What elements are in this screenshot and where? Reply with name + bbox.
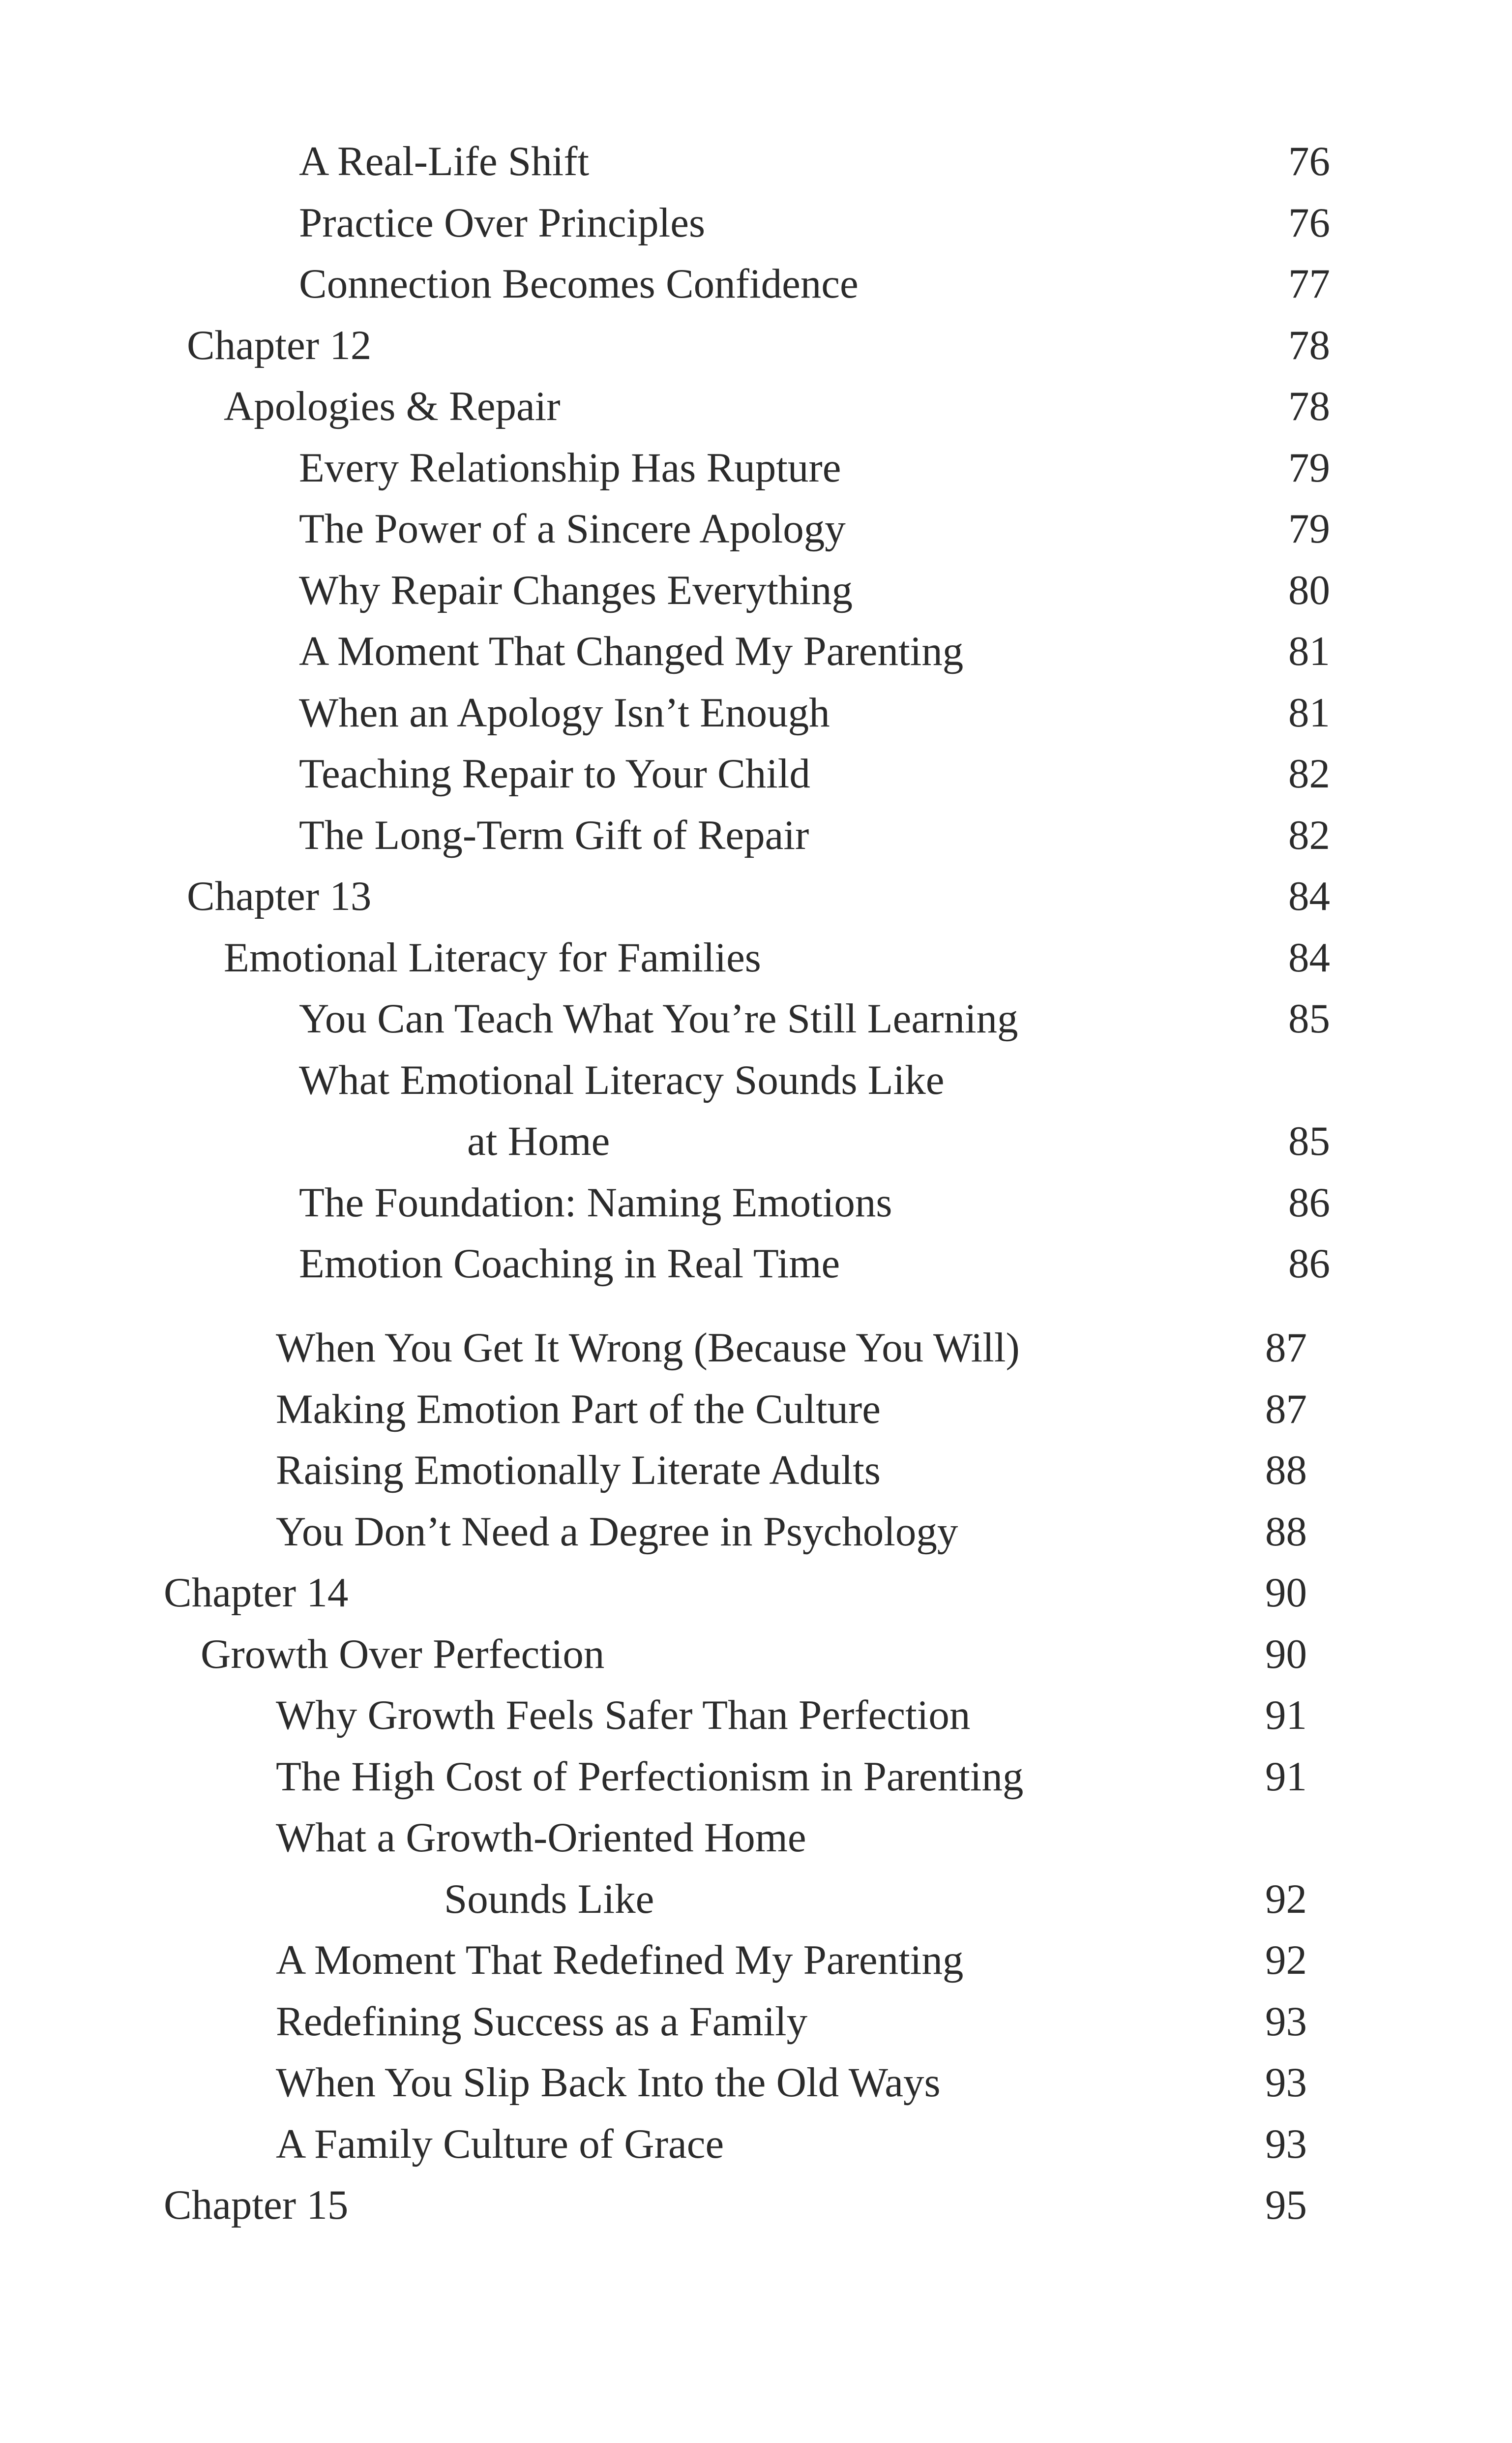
toc-entry-title: Growth Over Perfection: [201, 1630, 605, 1677]
toc-entry-title: Raising Emotionally Literate Adults: [276, 1447, 881, 1493]
toc-entry-page-number: 82: [1288, 751, 1330, 797]
toc-entry-title: You Can Teach What You’re Still Learning: [299, 995, 1018, 1042]
toc-entry-page-number: 90: [1265, 1630, 1307, 1677]
toc-entry-page-number: 79: [1288, 506, 1330, 552]
toc-section-entry: [187, 443, 1330, 492]
toc-entry-page-number: 85: [1288, 995, 1330, 1042]
toc-section-entry: [164, 2119, 1307, 2169]
toc-entry-page-number: 91: [1265, 1753, 1307, 1800]
toc-entry-title: When an Apology Isn’t Enough: [299, 689, 830, 736]
toc-entry-page-number: 90: [1265, 1569, 1307, 1616]
toc-entry-title: Redefining Success as a Family: [276, 1998, 808, 2045]
toc-section-entry: [187, 566, 1330, 615]
toc-chapter-entry: [164, 1568, 1307, 1617]
toc-entry-title: What Emotional Literacy Sounds Like: [299, 1056, 945, 1103]
toc-section-entry: [187, 688, 1330, 737]
toc-section-entry: [164, 1385, 1307, 1434]
toc-entry-page-number: 93: [1265, 1998, 1307, 2045]
toc-entry-title: A Family Culture of Grace: [276, 2120, 724, 2167]
toc-entry-title: The Foundation: Naming Emotions: [299, 1179, 892, 1226]
toc-entry-page-number: 86: [1288, 1240, 1330, 1287]
toc-section-entry: [187, 1178, 1330, 1227]
toc-section-entry: [187, 259, 1330, 308]
toc-entry-title: A Real-Life Shift: [299, 138, 590, 184]
toc-entry-page-number: 93: [1265, 2120, 1307, 2167]
toc-section-entry: [187, 137, 1330, 186]
toc-section-entry: [187, 198, 1330, 247]
toc-section-entry: [164, 1507, 1307, 1556]
toc-entry-title: Chapter 14: [164, 1569, 349, 1616]
toc-entry-page-number: 95: [1265, 2182, 1307, 2228]
toc-section-continued-entry: [164, 1874, 1307, 1924]
toc-section-continued-entry: [187, 1116, 1330, 1166]
toc-entry-page-number: 92: [1265, 1937, 1307, 1983]
toc-section-entry: [164, 1690, 1307, 1740]
toc-entry-title: Sounds Like: [444, 1875, 654, 1922]
toc-entry-page-number: 84: [1288, 934, 1330, 981]
toc-section-entry: [187, 1239, 1330, 1288]
toc-section-entry: [164, 1997, 1307, 2046]
toc-entry-page-number: 88: [1265, 1508, 1307, 1555]
toc-entry-page-number: 76: [1288, 199, 1330, 246]
toc-chapter-entry: [187, 321, 1330, 370]
toc-entry-title: What a Growth-Oriented Home: [276, 1814, 806, 1861]
toc-entry-title: The High Cost of Perfectionism in Parenting: [276, 1753, 1024, 1800]
toc-section-entry: [187, 627, 1330, 676]
toc-entry-page-number: 78: [1288, 383, 1330, 429]
toc-entry-title: When You Slip Back Into the Old Ways: [276, 2059, 941, 2106]
toc-entry-title: Making Emotion Part of the Culture: [276, 1386, 881, 1432]
toc-entry-title: Why Growth Feels Safer Than Perfection: [276, 1692, 971, 1738]
toc-entry-page-number: 86: [1288, 1179, 1330, 1226]
toc-entry-title: Practice Over Principles: [299, 199, 706, 246]
toc-entry-title: Emotional Literacy for Families: [224, 934, 761, 981]
toc-entry-title: The Long-Term Gift of Repair: [299, 812, 809, 858]
toc-entry-title: Connection Becomes Confidence: [299, 261, 859, 307]
toc-entry-page-number: 81: [1288, 628, 1330, 674]
toc-entry-page-number: 85: [1288, 1118, 1330, 1164]
toc-entry-title: A Moment That Redefined My Parenting: [276, 1937, 964, 1983]
toc-section-entry: [164, 1752, 1307, 1801]
toc-section-entry: [187, 811, 1330, 860]
toc-section-entry: [187, 749, 1330, 798]
toc-entry-title: at Home: [467, 1118, 610, 1164]
toc-entry-title: You Don’t Need a Degree in Psychology: [276, 1508, 958, 1555]
toc-section-entry: [164, 1323, 1307, 1372]
toc-entry-page-number: 87: [1265, 1386, 1307, 1432]
toc-section-entry: [164, 1935, 1307, 1985]
toc-entry-title: Teaching Repair to Your Child: [299, 751, 810, 797]
toc-section-entry: [187, 504, 1330, 553]
toc-entry-page-number: 81: [1288, 689, 1330, 736]
toc-entry-title: Chapter 13: [187, 873, 372, 919]
toc-entry-page-number: 84: [1288, 873, 1330, 919]
toc-section-entry: [187, 1056, 1330, 1105]
toc-entry-title: Why Repair Changes Everything: [299, 567, 853, 613]
toc-entry-page-number: 88: [1265, 1447, 1307, 1493]
toc-entry-page-number: 91: [1265, 1692, 1307, 1738]
toc-section-entry: [164, 1813, 1307, 1862]
toc-entry-title: Apologies & Repair: [224, 383, 561, 429]
toc-entry-page-number: 92: [1265, 1875, 1307, 1922]
toc-entry-page-number: 93: [1265, 2059, 1307, 2106]
toc-entry-title: When You Get It Wrong (Because You Will): [276, 1325, 1020, 1371]
toc-chapter-title-entry: [187, 933, 1330, 982]
toc-entry-title: Chapter 12: [187, 322, 372, 368]
toc-entry-title: The Power of a Sincere Apology: [299, 506, 846, 552]
toc-entry-page-number: 78: [1288, 322, 1330, 368]
toc-entry-page-number: 82: [1288, 812, 1330, 858]
toc-entry-title: Emotion Coaching in Real Time: [299, 1240, 840, 1287]
toc-chapter-title-entry: [164, 1629, 1307, 1679]
toc-entry-page-number: 87: [1265, 1325, 1307, 1371]
toc-section-entry: [187, 994, 1330, 1043]
toc-chapter-title-entry: [187, 382, 1330, 431]
toc-entry-title: A Moment That Changed My Parenting: [299, 628, 964, 674]
toc-entry-page-number: 77: [1288, 261, 1330, 307]
toc-section-entry: [164, 1446, 1307, 1495]
toc-chapter-entry: [164, 2180, 1307, 2230]
toc-chapter-entry: [187, 872, 1330, 921]
toc-entry-page-number: 80: [1288, 567, 1330, 613]
toc-entry-title: Every Relationship Has Rupture: [299, 444, 841, 491]
toc-entry-page-number: 79: [1288, 444, 1330, 491]
toc-entry-page-number: 76: [1288, 138, 1330, 184]
toc-section-entry: [164, 2058, 1307, 2107]
toc-entry-title: Chapter 15: [164, 2182, 349, 2228]
